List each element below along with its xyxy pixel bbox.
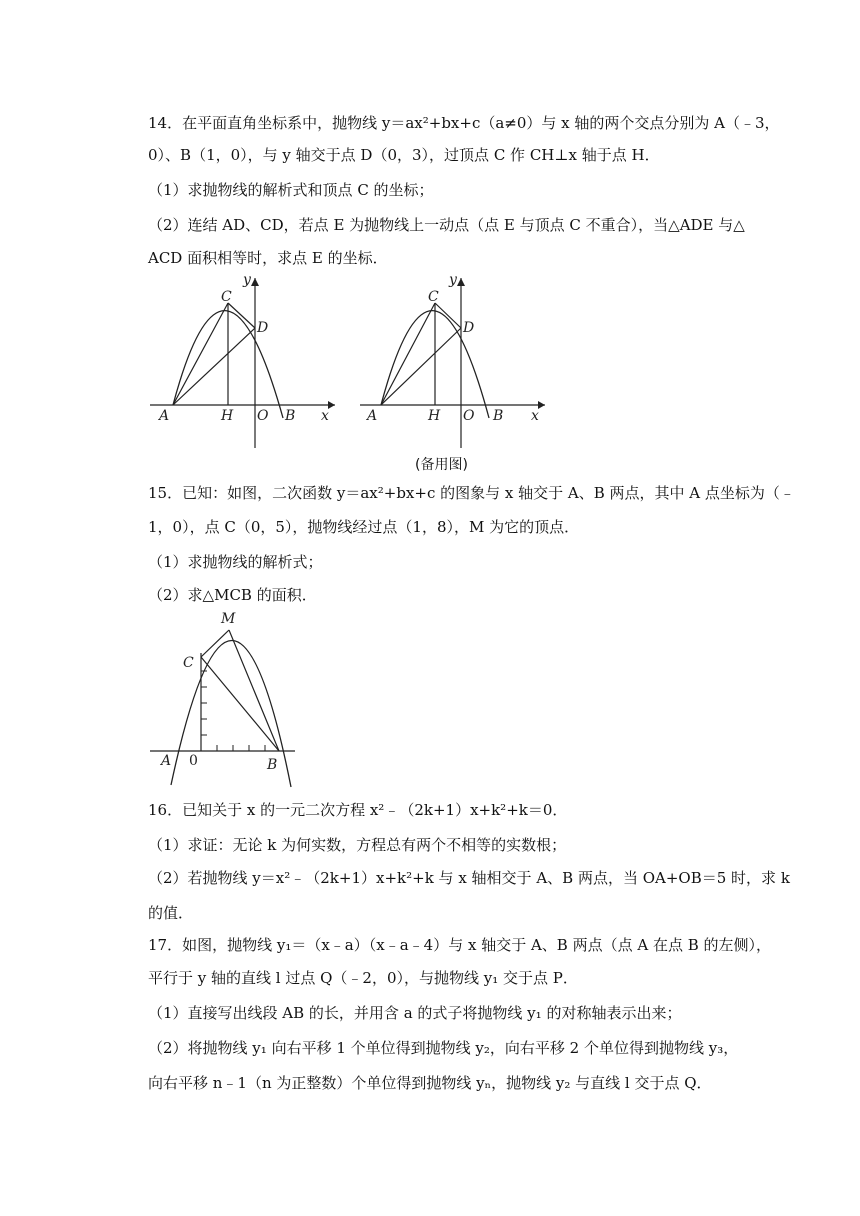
- q15-figure: [145, 605, 310, 790]
- fig1-label-x: x: [321, 408, 329, 424]
- q15-line-1: 15．已知：如图，二次函数 y＝ax²+bx+c 的图象与 x 轴交于 A、B 两点，其中 A 点坐标为（﹣: [148, 484, 795, 502]
- fig2-label-y: y: [449, 272, 457, 288]
- fig1-label-C: C: [221, 289, 232, 305]
- q14-line-3: （1）求抛物线的解析式和顶点 C 的坐标；: [148, 181, 434, 199]
- fig1-label-D: D: [257, 320, 269, 336]
- q14-line-2: 0）、B（1，0），与 y 轴交于点 D（0，3），过顶点 C 作 CH⊥x 轴于点 H．: [148, 146, 660, 164]
- q15-line-2: 1，0），点 C（0，5），抛物线经过点（1，8），M 为它的顶点．: [148, 518, 580, 536]
- q14-line-5: ACD 面积相等时，求点 E 的坐标．: [148, 249, 388, 267]
- q15-label-A: A: [161, 753, 172, 769]
- q17-line-2: 平行于 y 轴的直线 l 过点 Q（﹣2，0），与抛物线 y₁ 交于点 P．: [148, 969, 578, 987]
- q16-line-2: （1）求证：无论 k 为何实数，方程总有两个不相等的实数根；: [148, 836, 567, 854]
- q14-figure-spare: [355, 270, 555, 455]
- q14-line-1: 14．在平面直角坐标系中，抛物线 y＝ax²+bx+c（a≠0）与 x 轴的两个交点分别为 A（﹣3，: [148, 114, 780, 132]
- fig2-label-C: C: [428, 289, 439, 305]
- fig2-label-O: O: [463, 408, 475, 424]
- q14-figure-caption: (备用图): [415, 457, 468, 473]
- fig2-label-A: A: [367, 408, 378, 424]
- q16-line-3: （2）若抛物线 y＝x²﹣（2k+1）x+k²+k 与 x 轴相交于 A、B 两点，当 OA+OB＝5 时，求 k: [148, 869, 790, 887]
- fig1-label-A: A: [159, 408, 170, 424]
- q17-line-3: （1）直接写出线段 AB 的长，并用含 a 的式子将抛物线 y₁ 的对称轴表示出来；: [148, 1004, 682, 1022]
- q17-line-5: 向右平移 n﹣1（n 为正整数）个单位得到抛物线 yₙ，抛物线 y₂ 与直线 l 交于点 Q．: [148, 1074, 712, 1092]
- q14-figure-main: [145, 270, 345, 455]
- q15-label-C: C: [183, 655, 194, 671]
- fig2-label-x: x: [531, 408, 539, 424]
- fig2-label-H: H: [428, 408, 441, 424]
- q17-line-1: 17．如图，抛物线 y₁＝（x﹣a）（x﹣a﹣4）与 x 轴交于 A、B 两点（点 A 在点 B 的左侧），: [148, 936, 772, 954]
- q17-line-4: （2）将抛物线 y₁ 向右平移 1 个单位得到抛物线 y₂，向右平移 2 个单位得到抛物线 y₃，: [148, 1039, 739, 1057]
- q15-line-3: （1）求抛物线的解析式；: [148, 553, 323, 571]
- q14-line-4: （2）连结 AD、CD，若点 E 为抛物线上一动点（点 E 与顶点 C 不重合），当△ADE 与△: [148, 216, 745, 234]
- q16-line-1: 16．已知关于 x 的一元二次方程 x²﹣（2k+1）x+k²+k＝0．: [148, 801, 568, 819]
- q15-line-4: （2）求△MCB 的面积．: [148, 586, 317, 604]
- q15-label-M: M: [221, 611, 236, 627]
- fig2-label-D: D: [463, 320, 475, 336]
- q15-label-B: B: [267, 757, 278, 773]
- fig2-label-B: B: [493, 408, 504, 424]
- fig1-label-B: B: [285, 408, 296, 424]
- fig1-label-y: y: [243, 272, 251, 288]
- q16-line-4: 的值．: [148, 904, 194, 922]
- fig1-label-H: H: [221, 408, 234, 424]
- fig1-label-O: O: [257, 408, 269, 424]
- q15-label-origin: 0: [189, 753, 198, 769]
